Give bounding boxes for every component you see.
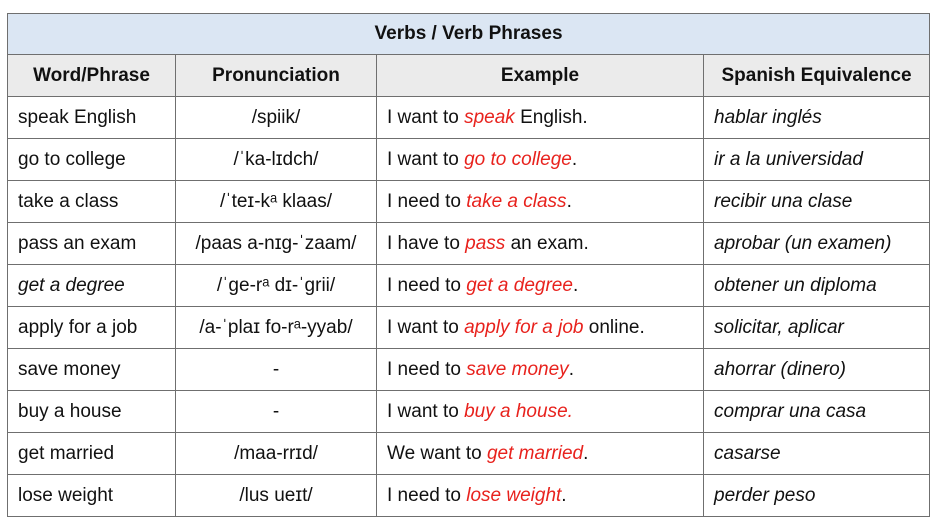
example-text-after: .	[572, 274, 579, 296]
pronunciation-cell: /ˈka-lɪdch/	[176, 139, 377, 181]
pronunciation-cell: -	[176, 391, 377, 433]
spanish-equivalence-cell: solicitar, aplicar	[704, 307, 930, 349]
header-pronunciation: Pronunciation	[176, 55, 377, 97]
vocabulary-sheet	[7, 13, 929, 517]
pronunciation-cell: /ˈge-rᵃ dɪ-ˈgrii/	[176, 265, 377, 307]
example-text-after: .	[568, 358, 574, 380]
word-phrase-cell: speak English	[8, 97, 176, 139]
example-cell	[377, 349, 704, 391]
example-highlight: lose weight	[466, 484, 562, 506]
spanish-equivalence-cell: aprobar (un examen)	[704, 223, 930, 265]
example-highlight: get a degree	[466, 274, 573, 296]
pronunciation-cell: -	[176, 349, 377, 391]
word-phrase-cell: save money	[8, 349, 176, 391]
table-row	[8, 265, 930, 307]
example-cell	[377, 307, 704, 349]
example-text-before: We want to	[387, 442, 487, 464]
table-row	[8, 97, 930, 139]
spanish-equivalence-cell: hablar inglés	[704, 97, 930, 139]
pronunciation-cell: /paas a-nɪg-ˈzaam/	[176, 223, 377, 265]
verb-phrases-table	[7, 13, 930, 517]
example-highlight: pass	[465, 232, 506, 254]
example-cell	[377, 139, 704, 181]
pronunciation-cell: /a-ˈplaɪ fo-rᵃ-yyab/	[176, 307, 377, 349]
example-cell	[377, 223, 704, 265]
spanish-equivalence-cell: obtener un diploma	[704, 265, 930, 307]
pronunciation-cell: /maa-rrɪd/	[176, 433, 377, 475]
table-row	[8, 391, 930, 433]
word-phrase-cell: apply for a job	[8, 307, 176, 349]
table-body	[8, 97, 930, 517]
header-spanish-equivalence: Spanish Equivalence	[704, 55, 930, 97]
word-phrase-cell: go to college	[8, 139, 176, 181]
example-text-before: I want to	[387, 400, 465, 422]
pronunciation-cell: /ˈteɪ-kᵃ klaas/	[176, 181, 377, 223]
example-highlight: save money	[466, 358, 569, 380]
table-row	[8, 223, 930, 265]
example-text-before: I need to	[387, 484, 467, 506]
spanish-equivalence-cell: casarse	[704, 433, 930, 475]
header-example: Example	[377, 55, 704, 97]
example-cell	[377, 181, 704, 223]
table-row	[8, 139, 930, 181]
example-cell	[377, 433, 704, 475]
table-title-row	[8, 14, 930, 55]
example-highlight: take a class	[466, 190, 567, 212]
table-row	[8, 307, 930, 349]
example-cell	[377, 391, 704, 433]
spanish-equivalence-cell: comprar una casa	[704, 391, 930, 433]
example-text-before: I want to	[387, 316, 465, 338]
table-row	[8, 349, 930, 391]
example-text-after: .	[571, 148, 578, 170]
example-highlight: speak	[464, 106, 515, 128]
example-text-before: I need to	[387, 274, 467, 296]
word-phrase-cell: buy a house	[8, 391, 176, 433]
example-text-after: an exam.	[505, 232, 589, 254]
example-cell	[377, 97, 704, 139]
pronunciation-cell: /spiik/	[176, 97, 377, 139]
example-highlight: go to college	[464, 148, 572, 170]
table-title: Verbs / Verb Phrases	[8, 14, 930, 55]
example-text-after: English.	[514, 106, 588, 128]
example-text-before: I have to	[387, 232, 466, 254]
spanish-equivalence-cell: perder peso	[704, 475, 930, 517]
example-cell	[377, 475, 704, 517]
word-phrase-cell: get a degree	[8, 265, 176, 307]
example-highlight: get married	[486, 442, 584, 464]
word-phrase-cell: lose weight	[8, 475, 176, 517]
example-cell	[377, 265, 704, 307]
table-header-row	[8, 55, 930, 97]
word-phrase-cell: take a class	[8, 181, 176, 223]
table-row	[8, 475, 930, 517]
example-text-before: I need to	[387, 358, 467, 380]
example-text-after: .	[583, 442, 589, 464]
example-text-before: I want to	[387, 148, 465, 170]
table-row	[8, 181, 930, 223]
table-row	[8, 433, 930, 475]
example-text-after: .	[566, 190, 572, 212]
example-text-after: online.	[583, 316, 645, 338]
spanish-equivalence-cell: recibir una clase	[704, 181, 930, 223]
example-highlight: buy a house.	[464, 400, 573, 422]
word-phrase-cell: get married	[8, 433, 176, 475]
spanish-equivalence-cell: ahorrar (dinero)	[704, 349, 930, 391]
example-highlight: apply for a job	[464, 316, 584, 338]
example-text-before: I want to	[387, 106, 465, 128]
example-text-after: .	[561, 484, 567, 506]
pronunciation-cell: /lus ueɪt/	[176, 475, 377, 517]
spanish-equivalence-cell: ir a la universidad	[704, 139, 930, 181]
word-phrase-cell: pass an exam	[8, 223, 176, 265]
header-word-phrase: Word/Phrase	[8, 55, 176, 97]
example-text-before: I need to	[387, 190, 467, 212]
